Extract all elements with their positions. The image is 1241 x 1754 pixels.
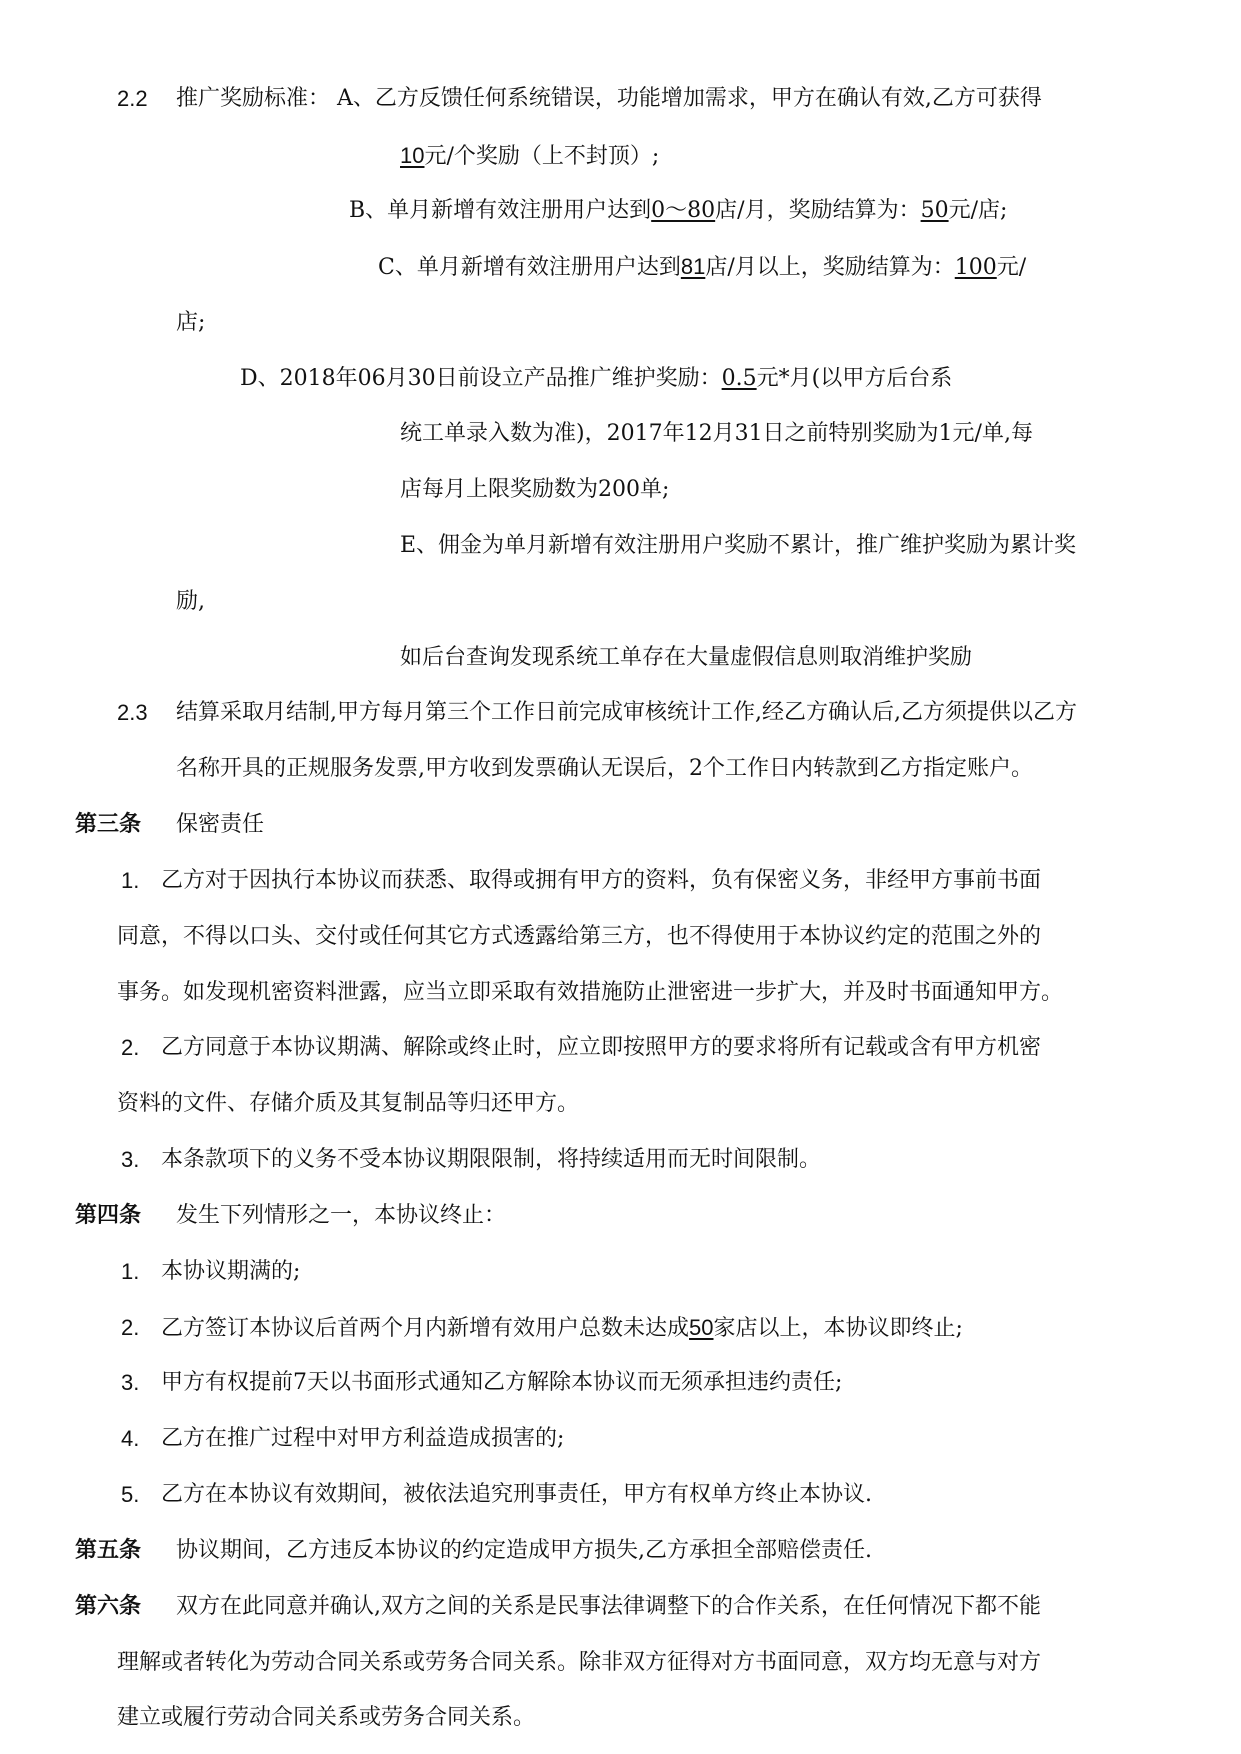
reward-a-text: A、乙方反馈任何系统错误，功能增加需求，甲方在确认有效,乙方可获得 bbox=[337, 86, 1042, 111]
reward-c-mid: 店/月以上，奖励结算为： bbox=[705, 255, 955, 280]
reward-e-line-3: 如后台查询发现系统工单存在大量虚假信息则取消维护奖励 bbox=[400, 645, 973, 670]
reward-b-amount: 50 bbox=[920, 198, 949, 223]
reward-a-suffix: 元/个奖励（上不封顶）; bbox=[424, 144, 660, 169]
list-item-line: 乙方同意于本协议期满、解除或终止时，应立即按照甲方的要求将所有记载或含有甲方机密 bbox=[161, 1035, 1042, 1060]
reward-a-cont bbox=[400, 141, 659, 172]
reward-d-line-2: 统工单录入数为准)，2017年12月31日之前特别奖励为1元/单,每 bbox=[400, 421, 1033, 446]
article-title: 保密责任 bbox=[176, 812, 265, 837]
list-item-number: 3. bbox=[121, 1370, 140, 1395]
list-item-line: 同意，不得以口头、交付或任何其它方式透露给第三方，也不得使用于本协议约定的范围之外的 bbox=[117, 924, 1042, 949]
list-item-line bbox=[161, 1313, 963, 1344]
reward-d-suffix: 元*月(以甲方后台系 bbox=[756, 366, 953, 391]
reward-c-amount: 100 bbox=[954, 255, 997, 280]
list-item-number: 2. bbox=[121, 1035, 140, 1060]
reward-c-suffix: 元/ bbox=[996, 255, 1027, 280]
reward-b-prefix: B、单月新增有效注册用户达到 bbox=[349, 198, 652, 223]
settlement-line-2: 名称开具的正规服务发票,甲方收到发票确认无误后，2个工作日内转款到乙方指定账户。 bbox=[176, 756, 1033, 781]
article-text: 理解或者转化为劳动合同关系或劳务合同关系。除非双方征得对方书面同意，双方均无意与对方 bbox=[117, 1650, 1042, 1675]
reward-b-suffix: 元/店; bbox=[948, 198, 1008, 223]
list-item-number: 2. bbox=[121, 1315, 140, 1340]
reward-e-line-2: 励, bbox=[176, 589, 205, 614]
list-item-number: 1. bbox=[121, 868, 140, 893]
list-item-line: 事务。如发现机密资料泄露，应当立即采取有效措施防止泄密进一步扩大，并及时书面通知甲方。 bbox=[117, 980, 1064, 1005]
reward-d-line-3: 店每月上限奖励数为200单; bbox=[400, 477, 670, 502]
termination-suffix: 家店以上，本协议即终止; bbox=[713, 1316, 963, 1341]
list-item-line: 甲方有权提前7天以书面形式通知乙方解除本协议而无须承担违约责任; bbox=[161, 1370, 843, 1395]
section-title: 推广奖励标准： bbox=[176, 86, 331, 111]
reward-c-line bbox=[378, 252, 1026, 283]
article-text: 协议期间，乙方违反本协议的约定造成甲方损失,乙方承担全部赔偿责任. bbox=[176, 1538, 872, 1563]
list-item-line: 乙方在推广过程中对甲方利益造成损害的; bbox=[161, 1426, 565, 1451]
reward-c-prefix: C、单月新增有效注册用户达到 bbox=[378, 255, 681, 280]
termination-amount: 50 bbox=[689, 1315, 714, 1340]
section-number: 2.2 bbox=[117, 86, 148, 111]
list-item-line: 本条款项下的义务不受本协议期限限制，将持续适用而无时间限制。 bbox=[161, 1147, 822, 1172]
article-heading: 第四条 bbox=[75, 1203, 142, 1228]
settlement-line-1: 结算采取月结制,甲方每月第三个工作日前完成审核统计工作,经乙方确认后,乙方须提供以乙方 bbox=[176, 700, 1077, 725]
reward-d-amount: 0.5 bbox=[721, 366, 757, 391]
list-item-number: 4. bbox=[121, 1426, 140, 1451]
list-item-line: 资料的文件、存储介质及其复制品等归还甲方。 bbox=[117, 1091, 580, 1116]
reward-d-prefix: D、2018年06月30日前设立产品推广维护奖励： bbox=[240, 366, 722, 391]
list-item-number: 1. bbox=[121, 1259, 140, 1284]
reward-a-amount: 10 bbox=[400, 143, 425, 168]
article-text: 建立或履行劳动合同关系或劳务合同关系。 bbox=[117, 1705, 536, 1730]
list-item-line: 本协议期满的; bbox=[161, 1259, 301, 1284]
section-2-2-a-line bbox=[176, 84, 1042, 114]
reward-d-line bbox=[240, 364, 952, 394]
reward-b-mid: 店/月，奖励结算为： bbox=[715, 198, 921, 223]
list-item-line: 乙方在本协议有效期间，被依法追究刑事责任，甲方有权单方终止本协议. bbox=[161, 1482, 872, 1507]
reward-e-line-1: E、佣金为单月新增有效注册用户奖励不累计，推广维护奖励为累计奖 bbox=[400, 533, 1077, 558]
list-item-line: 乙方对于因执行本协议而获悉、取得或拥有甲方的资料，负有保密义务，非经甲方事前书面 bbox=[161, 868, 1042, 893]
termination-prefix: 乙方签订本协议后首两个月内新增有效用户总数未达成 bbox=[161, 1316, 690, 1341]
article-text: 双方在此同意并确认,双方之间的关系是民事法律调整下的合作关系，在任何情况下都不能 bbox=[176, 1594, 1041, 1619]
list-item-number: 5. bbox=[121, 1482, 140, 1507]
article-title: 发生下列情形之一，本协议终止： bbox=[176, 1203, 507, 1228]
reward-b-range: 0～80 bbox=[651, 198, 716, 223]
section-number: 2.3 bbox=[117, 700, 148, 725]
article-heading: 第五条 bbox=[75, 1538, 142, 1563]
reward-c-cont: 店; bbox=[176, 310, 206, 335]
article-heading: 第六条 bbox=[75, 1594, 142, 1619]
article-heading: 第三条 bbox=[75, 812, 142, 837]
reward-b-line bbox=[349, 196, 1007, 226]
list-item-number: 3. bbox=[121, 1147, 140, 1172]
reward-c-threshold: 81 bbox=[680, 254, 706, 279]
